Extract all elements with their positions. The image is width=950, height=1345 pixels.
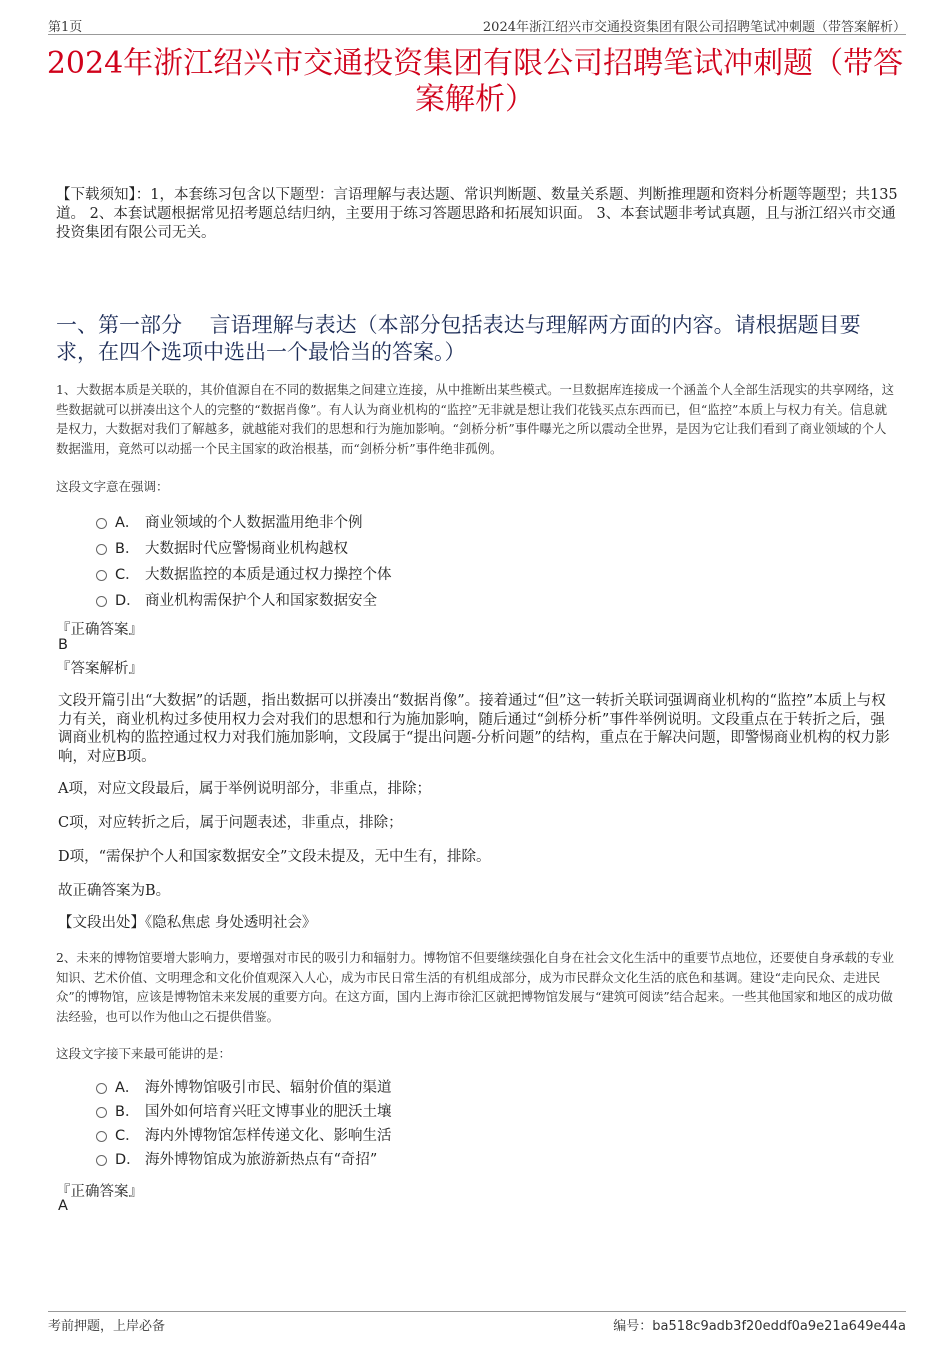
option-b[interactable]: B． 国外如何培育兴旺文博事业的肥沃土壤 — [96, 1098, 392, 1122]
answer-label: 『正确答案』 — [56, 1184, 143, 1200]
radio-icon[interactable] — [96, 544, 107, 555]
option-d[interactable]: D． 商业机构需保护个人和国家数据安全 — [96, 586, 392, 612]
option-c[interactable]: C． 海内外博物馆怎样传递文化、影响生活 — [96, 1122, 392, 1146]
option-d[interactable]: D． 海外博物馆成为旅游新热点有“奇招” — [96, 1146, 392, 1170]
radio-icon[interactable] — [96, 1107, 107, 1118]
page-footer — [48, 1311, 906, 1334]
question-1-options — [96, 508, 392, 612]
radio-icon[interactable] — [96, 570, 107, 581]
document-title: 2024年浙江绍兴市交通投资集团有限公司招聘笔试冲刺题（带答案解析） — [46, 46, 904, 117]
radio-icon[interactable] — [96, 596, 107, 607]
page-header — [48, 14, 906, 35]
analysis-label: 『答案解析』 — [56, 661, 143, 677]
radio-icon[interactable] — [96, 518, 107, 529]
radio-icon[interactable] — [96, 1155, 107, 1166]
answer-label: 『正确答案』 — [56, 622, 143, 638]
analysis-conclusion: 故正确答案为B。 — [58, 883, 171, 899]
option-b[interactable]: B． 大数据时代应警惕商业机构越权 — [96, 534, 392, 560]
section-heading: 一、第一部分 言语理解与表达（本部分包括表达与理解两方面的内容。请根据题目要求，在四个选项中选出一个最恰当的答案。） — [56, 313, 861, 364]
analysis-source: 【文段出处】《隐私焦虑 身处透明社会》 — [58, 915, 317, 931]
answer-value: B — [58, 637, 68, 653]
header-doc-title: 2024年浙江绍兴市交通投资集团有限公司招聘笔试冲刺题（带答案解析） — [482, 20, 906, 35]
option-c[interactable]: C． 大数据监控的本质是通过权力操控个体 — [96, 560, 392, 586]
radio-icon[interactable] — [96, 1131, 107, 1142]
question-2-options — [96, 1074, 392, 1170]
footer-slogan: 考前押题，上岸必备 — [48, 1319, 166, 1334]
analysis-paragraph: 文段开篇引出“大数据”的话题，指出数据可以拼凑出“数据肖像”。接着通过“但”这一转折关联词强调商业机构的“监控”本质上与权力有关，商业机构过多使用权力会对我们的思想和行为施加影响，随后通过“剑桥分析”事件举例说明。文段重点在于转折之后，强调商业机构的监控通过权力对我们施加影响，文段属于“提出问题-分析问题”的结构，重点在于解决问题，即警惕商业机构的权力影响，对应B项。 — [58, 693, 890, 765]
page-number: 第1页 — [48, 20, 83, 35]
analysis-option-d: D项，“需保护个人和国家数据安全”文段未提及，无中生有，排除。 — [58, 849, 491, 865]
answer-value: A — [58, 1198, 68, 1214]
option-a[interactable]: A． 商业领域的个人数据滥用绝非个例 — [96, 508, 392, 534]
radio-icon[interactable] — [96, 1083, 107, 1094]
analysis-option-c: C项，对应转折之后，属于问题表述，非重点，排除； — [58, 815, 403, 831]
document-code: 编号：ba518c9adb3f20eddf0a9e21a649e44a — [613, 1319, 906, 1334]
option-a[interactable]: A． 海外博物馆吸引市民、辐射价值的渠道 — [96, 1074, 392, 1098]
question-1-prompt: 这段文字意在强调： — [56, 479, 169, 494]
question-1-text: 1、大数据本质是关联的，其价值源自在不同的数据集之间建立连接，从中推断出某些模式。一旦数据库连接成一个涵盖个人全部生活现实的共享网络，这些数据就可以拼凑出这个人的完整的“数据肖像”。有人认为商业机构的“监控”无非就是想让我们花钱买点东西而已，但“监控”本质上与权力有关。信息就是权力，大数据对我们了解越多，就越能对我们的思想和行为施加影响。“剑桥分析”事件曝光之所以震动全世界，是因为它让我们看到了商业领域的个人数据滥用，竟然可以动摇一个民主国家的政治根基，而“剑桥分析”事件绝非孤例。 — [56, 382, 895, 456]
download-notice: 【下载须知】：1，本套练习包含以下题型：言语理解与表达题、常识判断题、数量关系题、判断推理题和资料分析题等题型；共135道。 2、本套试题根据常见招考题总结归纳，主要用于练习答题思路和拓展知识面。 3、本套试题非考试真题，且与浙江绍兴市交通投资集团有限公司无关。 — [56, 187, 898, 241]
question-2-prompt: 这段文字接下来最可能讲的是： — [56, 1046, 232, 1061]
question-2-text: 2、未来的博物馆要增大影响力，要增强对市民的吸引力和辐射力。博物馆不但要继续强化自身在社会文化生活中的重要节点地位，还要使自身承载的专业知识、艺术价值、文明理念和文化价值观深入人心，成为市民日常生活的有机组成部分，成为市民群众文化生活的底色和基调。建设“走向民众、走进民众”的博物馆，应该是博物馆未来发展的重要方向。在这方面，国内上海市徐汇区就把博物馆发展与“建筑可阅读”结合起来。一些其他国家和地区的成功做法经验，也可以作为他山之石提供借鉴。 — [56, 950, 895, 1024]
analysis-option-a: A项，对应文段最后，属于举例说明部分，非重点，排除； — [58, 781, 431, 797]
